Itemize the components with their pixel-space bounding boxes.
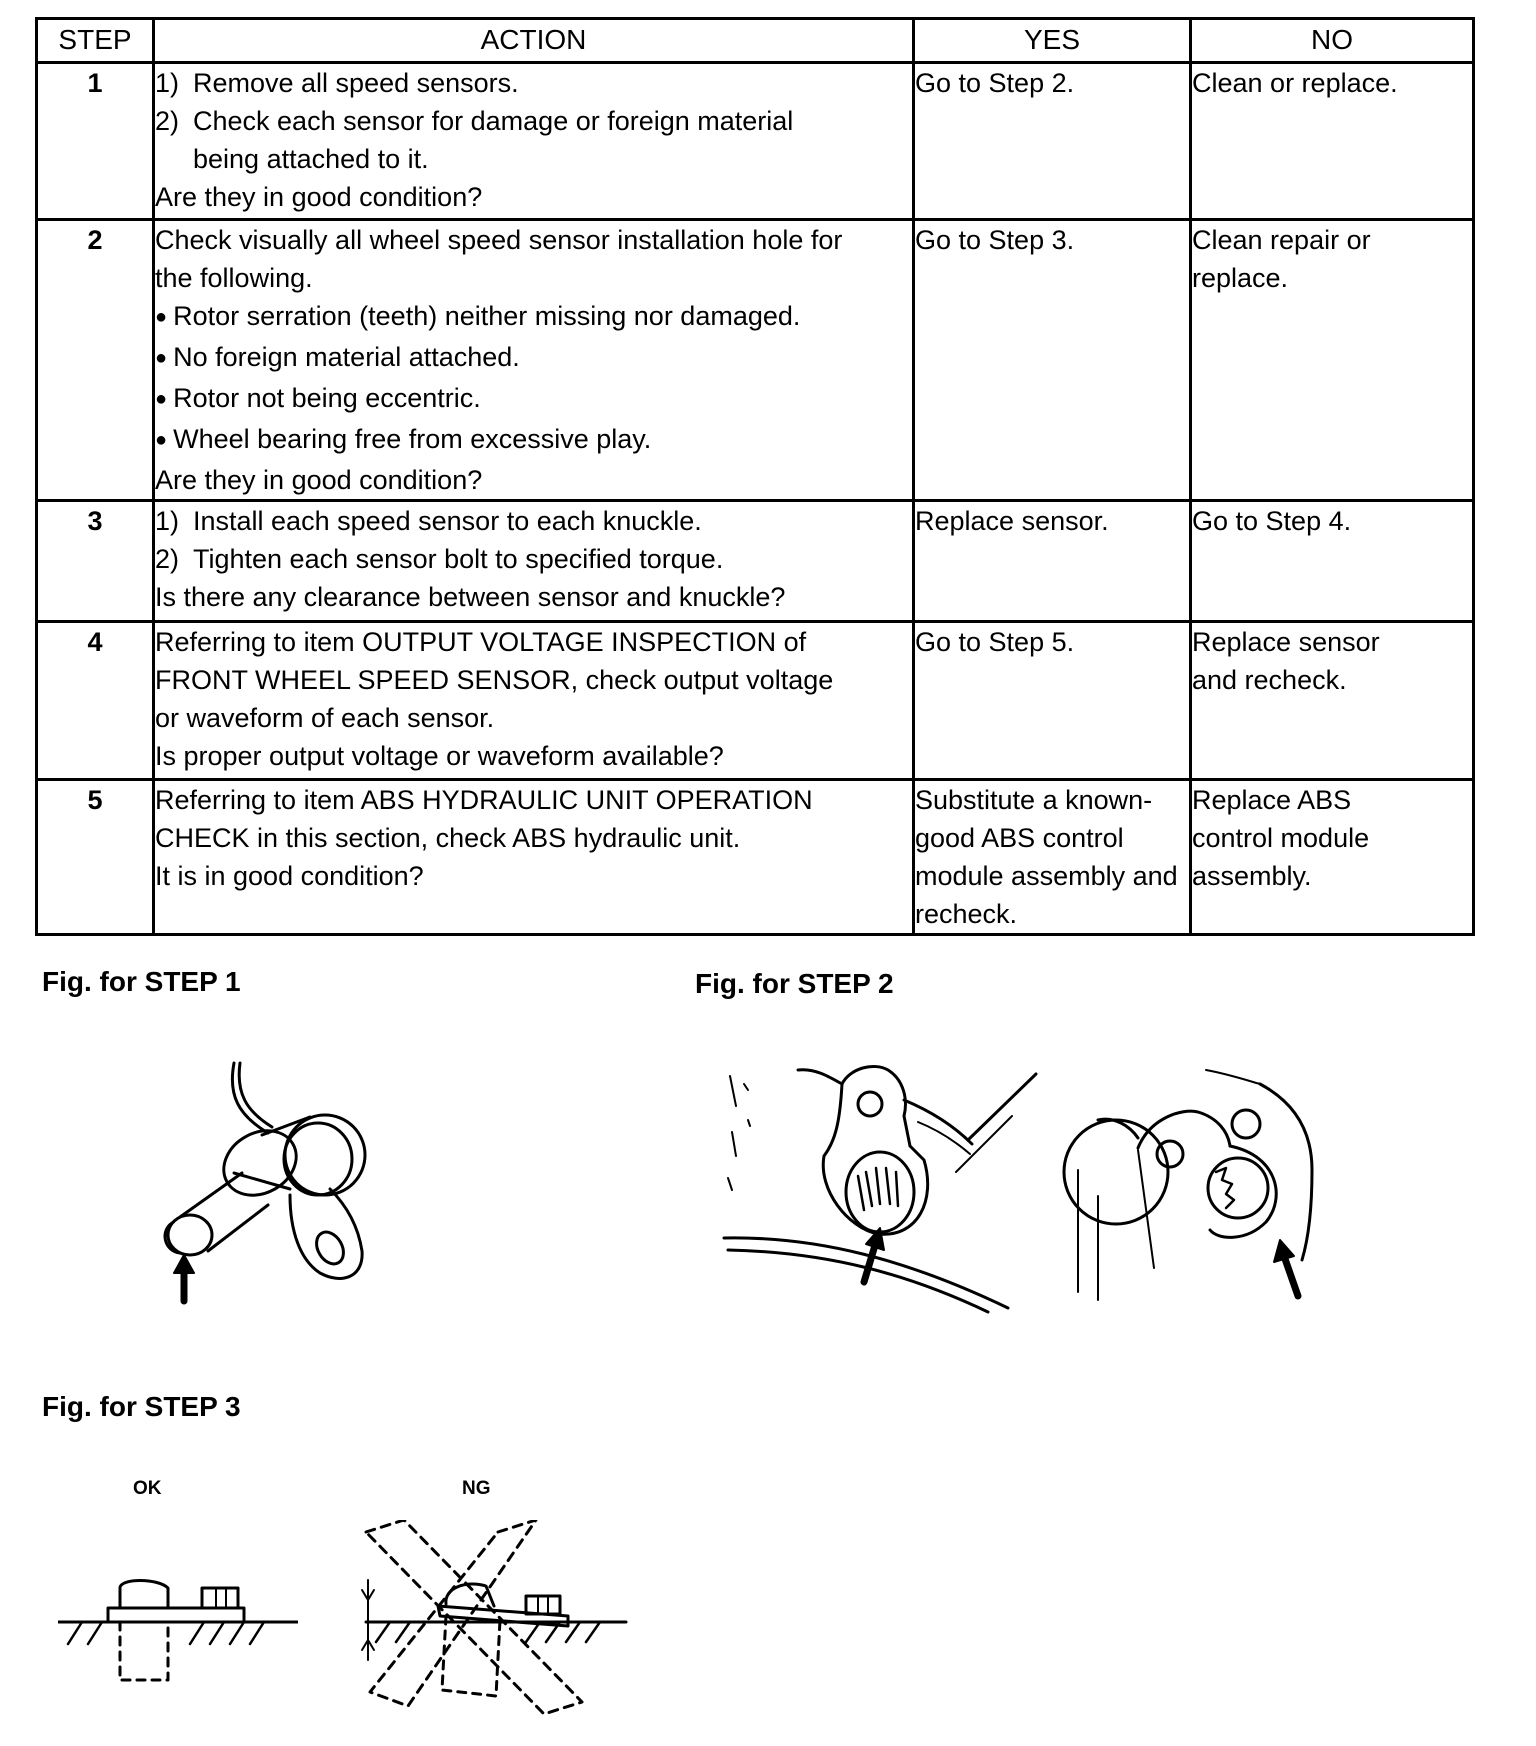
action-line: Referring to item OUTPUT VOLTAGE INSPECTION of [155,627,807,657]
yes-cell: Go to Step 3. [914,220,1191,501]
yes-cell: Replace sensor. [914,501,1191,622]
no-cell: Clean repair or replace. [1191,220,1474,501]
step-number: 1 [37,63,154,220]
table-header-row [37,19,1474,63]
action-bullet: ● Rotor serration (teeth) neither missing nor damaged. [155,297,912,338]
action-bullet: ● No foreign material attached. [155,338,912,379]
action-cell [154,501,914,622]
installation-hole-illustration [718,1060,1358,1325]
step-number: 2 [37,220,154,501]
yes-cell: Go to Step 2. [914,63,1191,220]
action-question: Is proper output voltage or waveform available? [155,741,724,771]
action-cell [154,780,914,935]
item-text: Check each sensor for damage or foreign material being attached to it. [193,106,794,174]
no-cell: Go to Step 4. [1191,501,1474,622]
fig-step2-caption: Fig. for STEP 2 [695,968,894,999]
action-line: FRONT WHEEL SPEED SENSOR, check output voltage [155,665,834,695]
action-item [155,64,912,102]
item-number: 1) [155,68,180,98]
yes-cell: Substitute a known-good ABS control module assembly and recheck. [914,780,1191,935]
item-number: 2) [155,106,180,136]
action-item [155,502,912,540]
table-row [37,63,1474,220]
action-item [155,102,912,178]
table-row [37,220,1474,501]
action-question: It is in good condition? [155,861,424,891]
step-number: 5 [37,780,154,935]
header-step: STEP [37,19,154,63]
item-text: Install each speed sensor to each knuckle. [193,506,702,536]
table-row [37,622,1474,780]
troubleshooting-table [35,17,1475,936]
no-cell: Clean or replace. [1191,63,1474,220]
ok-installation-diagram [58,1560,298,1690]
speed-sensor-illustration [150,1055,390,1325]
table-row [37,501,1474,622]
action-line: Referring to item ABS HYDRAULIC UNIT OPERATION [155,785,813,815]
action-question: Is there any clearance between sensor and knuckle? [155,582,786,612]
action-line: CHECK in this section, check ABS hydraulic unit. [155,823,741,853]
item-number: 2) [155,544,180,574]
action-cell [154,622,914,780]
fig-step1-caption: Fig. for STEP 1 [42,966,241,997]
action-question: Are they in good condition? [155,182,483,212]
ng-installation-diagram [346,1520,636,1720]
action-cell [154,63,914,220]
ng-label: NG [462,1478,491,1499]
action-bullet: ● Rotor not being eccentric. [155,379,912,420]
step-number: 3 [37,501,154,622]
step-number: 4 [37,622,154,780]
no-cell: Replace sensor and recheck. [1191,622,1474,780]
header-action: ACTION [154,19,914,63]
action-line: Check visually all wheel speed sensor installation hole for [155,225,843,255]
action-question: Are they in good condition? [155,465,483,495]
header-no: NO [1191,19,1474,63]
action-line: the following. [155,263,313,293]
header-yes: YES [914,19,1191,63]
item-text: Tighten each sensor bolt to specified torque. [193,544,724,574]
no-cell: Replace ABS control module assembly. [1191,780,1474,935]
item-text: Remove all speed sensors. [193,68,519,98]
action-item [155,540,912,578]
fig-step3-caption: Fig. for STEP 3 [42,1391,241,1422]
item-number: 1) [155,506,180,536]
yes-cell: Go to Step 5. [914,622,1191,780]
table-row [37,780,1474,935]
action-line: or waveform of each sensor. [155,703,495,733]
action-bullet: ● Wheel bearing free from excessive play. [155,420,912,461]
action-cell [154,220,914,501]
ok-label: OK [133,1478,162,1499]
